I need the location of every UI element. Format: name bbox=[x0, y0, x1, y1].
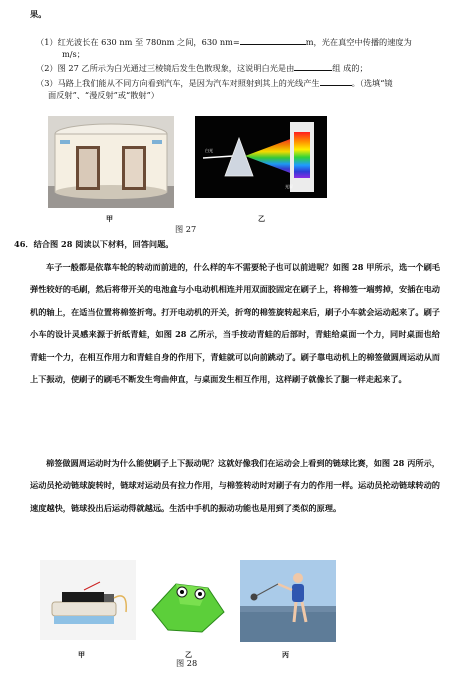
prism-white-light-label: 白光 bbox=[205, 148, 213, 153]
fig28-label-bing: 丙 bbox=[282, 650, 289, 659]
q1-text-a: （1）红光波长在 630 nm 至 780nm 之间，630 nm= bbox=[36, 37, 240, 47]
fig27-caption: 图 27 bbox=[175, 224, 197, 234]
q2-text-b: 组 成的； bbox=[332, 63, 368, 73]
fig27-label-left: 甲 bbox=[106, 214, 113, 223]
fig28-brush-car bbox=[40, 560, 136, 640]
fig27-label-right: 乙 bbox=[258, 214, 265, 223]
q2-text-a: （2）图 27 乙所示为白光通过三棱镜后发生色散现象，这说明白光是由 bbox=[36, 63, 295, 73]
fig28-paper-frog bbox=[146, 572, 230, 640]
q2-blank bbox=[294, 62, 332, 71]
fig28-label-yi: 乙 bbox=[185, 650, 192, 659]
question-2 bbox=[36, 62, 368, 74]
fig28-caption: 图 28 bbox=[176, 658, 198, 668]
question-3 bbox=[36, 77, 393, 89]
fig28-label-jia: 甲 bbox=[78, 650, 85, 659]
fig28-hammer-throw bbox=[240, 560, 336, 642]
q3-text-a: （3）马路上我们能从不同方向看到汽车，是因为汽车对照射到其上的光线产生 bbox=[36, 78, 320, 88]
q3-options: 面反射”、“漫反射”或“散射”） bbox=[48, 90, 159, 100]
question-1 bbox=[36, 36, 412, 48]
q46-paragraph-2: 棉签做圆周运动时为什么能使刷子上下振动呢？这就好像我们在运动会上看到的链球比赛，如图 28 丙所示，运动员抡动链球旋转时，链球对运动员有拉力作用，与棉签转动时对刷子有力的作用一样。运动员抡动链球转动的速度越快，链球投出后运动得就越远。生活中手机的振动功能也是用到了类似的原理。 bbox=[30, 458, 440, 513]
fig27-photo-booth bbox=[48, 116, 174, 208]
q3-blank bbox=[320, 77, 352, 86]
q3-text-b: 。（选填“镜 bbox=[351, 78, 393, 88]
q46-paragraph-1: 车子一般都是依靠车轮的转动而前进的，什么样的车不需要轮子也可以前进呢？如图 28 甲所示，选一个刷毛弹性较好的毛刷，然后将带开关的电池盒与小电动机相连并用双面胶固定在刷子上，将棉签一端剪掉，安插在电动机的轴上，在适当位置将棉签折弯。打开电动机的开关，折弯的棉签旋转起来后，刷子小车就会运动起来了。刷子小车的设计灵感来源于折纸青蛙，如图 28 乙所示，当手按动青蛙的后部时，青蛙给桌面一个力，同时桌面也给青蛙一个力，在相互作用力和青蛙自身的作用下，青蛙就可以向前跳动了。刷子靠电动机上的棉签做圆周运动从而上下振动，使刷子的刷毛不断发生弯曲伸直，与桌面发生相互作用，这样刷子就像长了腿一样走起来了。 bbox=[30, 262, 440, 385]
q46-heading: 46．结合图 28 阅读以下材料，回答问题。 bbox=[14, 239, 174, 249]
continuation-text: 果。 bbox=[30, 9, 47, 19]
fig27-prism-dispersion bbox=[195, 116, 327, 198]
prism-screen-label: 光屏 bbox=[285, 184, 293, 189]
q1-unit: m/s； bbox=[62, 49, 85, 59]
q1-blank-1 bbox=[240, 36, 306, 45]
q1-text-b: m，光在真空中传播的速度为 bbox=[305, 37, 412, 47]
